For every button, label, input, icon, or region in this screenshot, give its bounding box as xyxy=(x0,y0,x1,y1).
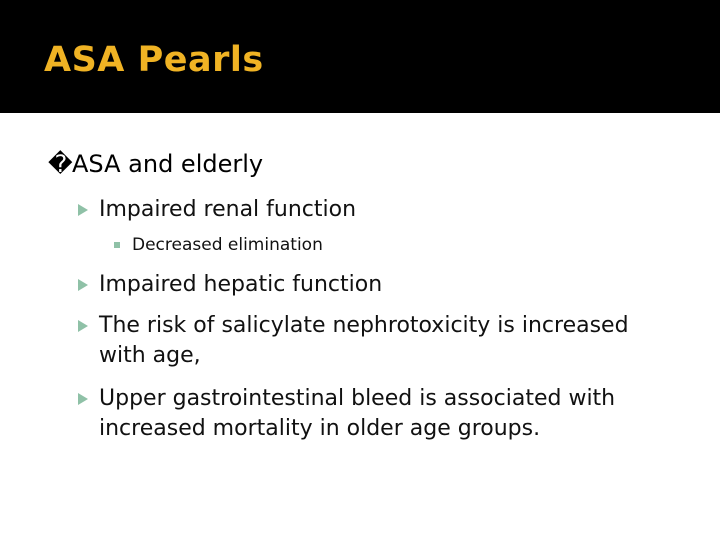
bullet-arrow-icon xyxy=(78,279,88,291)
bullet-item-hepatic xyxy=(78,270,678,300)
sub-bullet-text: Decreased elimination xyxy=(132,235,323,255)
bullet-text: Upper gastrointestinal bleed is associated with increased mortality in older age groups. xyxy=(99,386,616,441)
level1-item xyxy=(48,150,263,178)
bullet-text: Impaired hepatic function xyxy=(99,272,383,297)
bullet-arrow-icon xyxy=(78,393,88,405)
bullet-item-gi-bleed xyxy=(78,384,678,444)
missing-glyph-icon: � xyxy=(48,150,73,178)
slide-title: ASA Pearls xyxy=(44,40,264,80)
square-bullet-icon xyxy=(114,242,120,248)
bullet-arrow-icon xyxy=(78,320,88,332)
bullet-arrow-icon xyxy=(78,204,88,216)
bullet-text: Impaired renal function xyxy=(99,197,357,222)
bullet-item-nephrotoxicity xyxy=(78,311,678,371)
bullet-item-renal xyxy=(78,195,678,225)
level1-text: ASA and elderly xyxy=(72,150,264,178)
bullet-text: The risk of salicylate nephrotoxicity is increased with age, xyxy=(99,313,629,368)
